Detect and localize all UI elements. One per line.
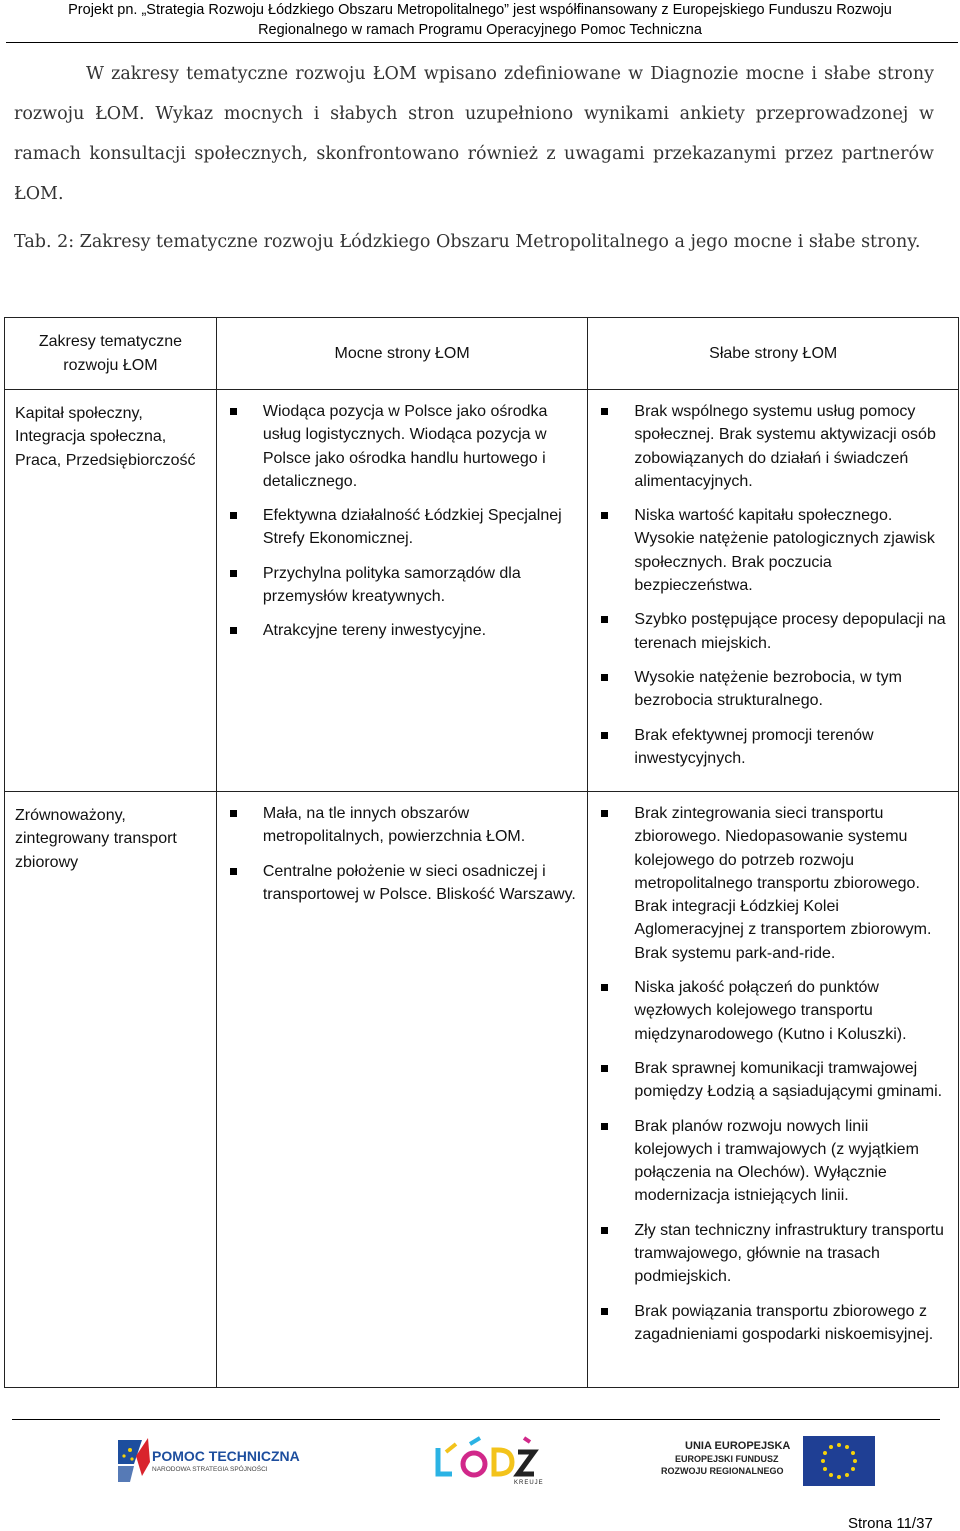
bullet-icon — [601, 984, 608, 991]
list-item — [598, 400, 950, 493]
weak-cell — [588, 792, 959, 1388]
list-item-text: Brak zintegrowania sieci transportu zbiorowego. Niedopasowanie systemu kolejowego do potrzeb rozwoju metropolitalnego transportu zbiorowego. Brak integracji Łódzkiej Kolei Aglomeracyjnej z transportem zbiorowym. Brak systemu park-and-ride. — [634, 805, 932, 962]
header-line-2: Regionalnego w ramach Programu Operacyjnego Pomoc Techniczna — [258, 22, 702, 38]
list-item-text: Brak efektywnej promocji terenów inwestycyjnych. — [634, 726, 874, 767]
strong-cell — [216, 390, 588, 792]
list-item — [598, 724, 950, 771]
list-item — [598, 1219, 950, 1289]
strong-list — [227, 802, 580, 906]
list-item — [598, 1115, 950, 1208]
list-item — [598, 1300, 950, 1347]
eu-line-1: UNIA EUROPEJSKA — [685, 1440, 791, 1452]
list-item — [598, 1057, 950, 1104]
list-item — [598, 802, 950, 965]
list-item — [598, 608, 950, 655]
header-weak: Słabe strony ŁOM — [588, 318, 959, 390]
document-header — [0, 0, 960, 40]
eu-line-2: EUROPEJSKI FUNDUSZ — [675, 1454, 779, 1464]
bullet-icon — [601, 616, 608, 623]
footer-divider — [12, 1419, 940, 1420]
weak-list — [598, 400, 950, 770]
list-item — [227, 504, 580, 551]
list-item — [227, 400, 580, 493]
eu-flag-icon — [803, 1436, 875, 1486]
bullet-icon — [601, 1065, 608, 1072]
strengths-weaknesses-table — [4, 317, 959, 1388]
list-item-text: Brak powiązania transportu zbiorowego z zagadnieniami gospodarki niskoemisyjnej. — [634, 1302, 934, 1343]
list-item-text: Niska jakość połączeń do punktów węzłowych kolejowego transportu międzynarodowego (Kutno i Koluszki). — [634, 979, 907, 1043]
list-item-text: Przychylna polityka samorządów dla przemysłów kreatywnych. — [262, 564, 521, 606]
list-item-text: Szybko postępujące procesy depopulacji na terenach miejskich. — [634, 611, 946, 652]
bullet-icon — [230, 408, 237, 415]
bullet-icon — [230, 627, 237, 634]
list-item — [227, 619, 580, 642]
list-item-text: Centralne położenie w sieci osadniczej i transportowej w Polsce. Bliskość Warszawy. — [262, 862, 576, 903]
intro-paragraph — [14, 54, 934, 214]
list-item — [598, 666, 950, 713]
list-item-text: Atrakcyjne tereny inwestycyjne. — [262, 622, 487, 640]
weak-cell — [588, 390, 959, 792]
header-line-1: Projekt pn. „Strategia Rozwoju Łódzkiego Obszaru Metropolitalnego” jest współfinansowany z Europejskiego Funduszu Rozwoju — [68, 2, 892, 18]
pomoc-techniczna-logo — [112, 1432, 302, 1492]
table-caption: Tab. 2: Zakresy tematyczne rozwoju Łódzkiego Obszaru Metropolitalnego a jego mocne i słabe strony. — [14, 232, 921, 252]
list-item — [227, 802, 580, 849]
bullet-icon — [601, 1227, 608, 1234]
list-item — [227, 860, 580, 907]
list-item — [598, 504, 950, 597]
bullet-icon — [601, 810, 608, 817]
bullet-icon — [601, 732, 608, 739]
list-item-text: Zły stan techniczny infrastruktury transportu tramwajowego, głównie na trasach podmiejskich. — [634, 1221, 944, 1286]
eu-logo — [655, 1432, 880, 1492]
area-cell: Zrównoważony, zintegrowany transport zbiorowy — [5, 792, 217, 1388]
bullet-icon — [230, 868, 237, 875]
list-item-text: Brak sprawnej komunikacji tramwajowej pomiędzy Łodzią a sąsiadującymi gminami. — [634, 1059, 943, 1101]
lodz-kreuje-subtitle: KREUJE — [514, 1480, 544, 1486]
bullet-icon — [230, 512, 237, 519]
bullet-icon — [230, 570, 237, 577]
bullet-icon — [230, 810, 237, 817]
strong-list — [227, 400, 580, 643]
table-row — [5, 390, 959, 792]
pomoc-techniczna-title: POMOC TECHNICZNA — [152, 1448, 300, 1464]
bullet-icon — [601, 674, 608, 681]
list-item-text: Wysokie natężenie bezrobocia, w tym bezrobocia strukturalnego. — [634, 668, 902, 710]
bullet-icon — [601, 1308, 608, 1315]
list-item — [598, 976, 950, 1046]
header-divider — [6, 42, 958, 43]
weak-list — [598, 802, 950, 1346]
intro-text: W zakresy tematyczne rozwoju ŁOM wpisano zdefiniowane w Diagnozie mocne i słabe strony rozwoju ŁOM. Wykaz mocnych i słabych stron uzupełniono wynikami ankiety przeprowadzonej w ramach konsultacji społecznych, skonfrontowano również z uwagami przekazanymi przez partnerów ŁOM. — [14, 64, 934, 204]
eu-line-3: ROZWOJU REGIONALNEGO — [661, 1466, 784, 1476]
pomoc-techniczna-subtitle: NARODOWA STRATEGIA SPÓJNOŚCI — [152, 1466, 268, 1473]
page-number: Strona 11/37 — [848, 1515, 933, 1531]
strong-cell — [216, 792, 588, 1388]
table-header-row — [5, 318, 959, 390]
bullet-icon — [601, 408, 608, 415]
list-item-text: Wiodąca pozycja w Polsce jako ośrodka usług logistycznych. Wiodąca pozycja w Polsce jako ośrodka handlu hurtowego i detalicznego. — [262, 403, 548, 490]
area-cell: Kapitał społeczny, Integracja społeczna, Praca, Przedsiębiorczość — [5, 390, 217, 792]
list-item — [227, 562, 580, 609]
list-item-text: Brak wspólnego systemu usług pomocy społecznej. Brak systemu aktywizacji osób zobowiązanych do działań i świadczeń alimentacyjnych. — [634, 403, 936, 490]
lodz-kreuje-logo — [430, 1430, 545, 1490]
list-item-text: Efektywna działalność Łódzkiej Specjalnej Strefy Ekonomicznej. — [262, 507, 562, 548]
list-item-text: Brak planów rozwoju nowych linii kolejowych i tramwajowych (z wyjątkiem połączenia na Olechów). Wyłącznie modernizacja istniejących linii. — [634, 1117, 919, 1205]
table-row — [5, 792, 959, 1388]
bullet-icon — [601, 512, 608, 519]
header-area: Zakresy tematyczne rozwoju ŁOM — [5, 318, 217, 390]
bullet-icon — [601, 1123, 608, 1130]
header-strong: Mocne strony ŁOM — [216, 318, 588, 390]
list-item-text: Mała, na tle innych obszarów metropolitalnych, powierzchnia ŁOM. — [262, 805, 526, 846]
list-item-text: Niska wartość kapitału społecznego. Wysokie natężenie patologicznych zjawisk społecznych. Brak poczucia bezpieczeństwa. — [634, 507, 935, 595]
